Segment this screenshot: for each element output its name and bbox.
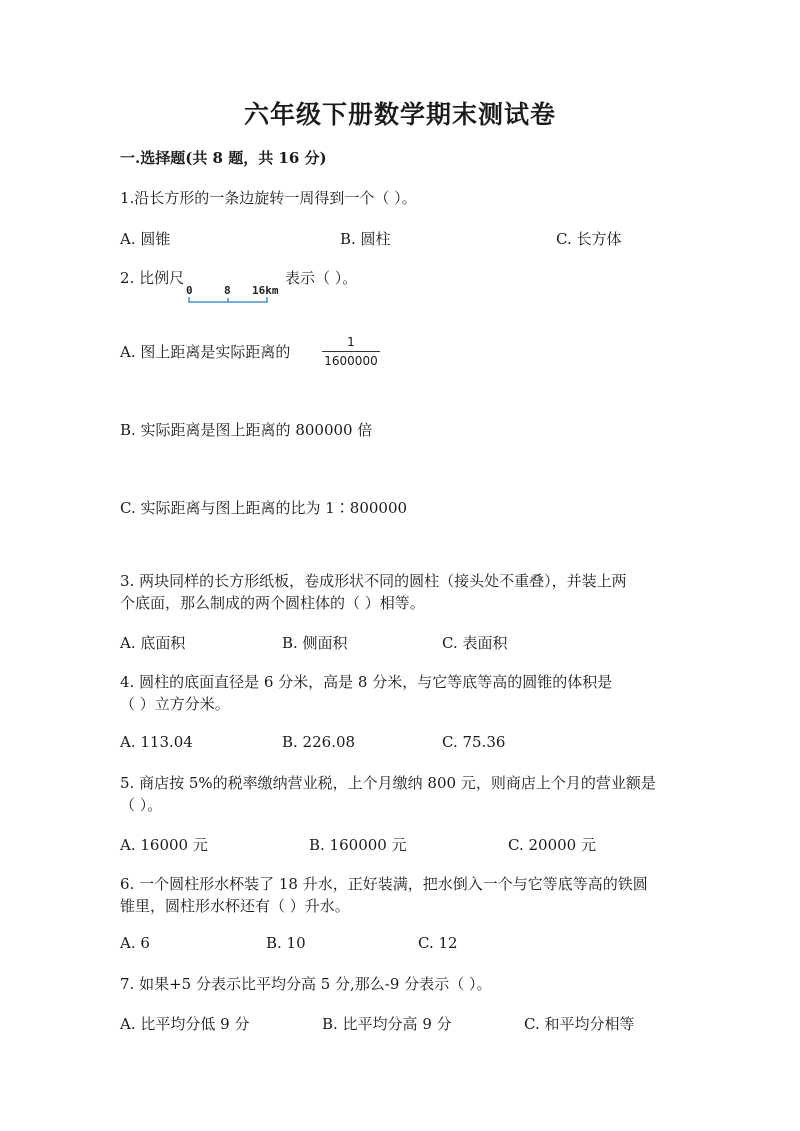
q7-option-c: C. 和平均分相等	[524, 1015, 635, 1033]
q6-option-c: C. 12	[418, 934, 458, 952]
section-heading: 一.选择题(共 8 题，共 16 分)	[120, 149, 327, 167]
question-6-line-1: 6. 一个圆柱形水杯装了 18 升水，正好装满，把水倒入一个与它等底等高的铁圆	[120, 875, 648, 893]
scale-bar-graphic	[184, 283, 284, 307]
q4-option-a: A. 113.04	[120, 733, 193, 751]
question-6-line-2: 锥里，圆柱形水杯还有（ ）升水。	[120, 897, 350, 915]
q3-option-c: C. 表面积	[442, 634, 508, 652]
page-title: 六年级下册数学期末测试卷	[243, 100, 556, 129]
question-5-line-2: （ ）。	[120, 796, 163, 814]
question-1: 1.沿长方形的一条边旋转一周得到一个（ ）。	[120, 189, 417, 207]
question-2-suffix: 表示（ ）。	[285, 269, 358, 287]
question-2-prefix: 2. 比例尺	[120, 269, 185, 287]
q2-option-c: C. 实际距离与图上距离的比为 1∶800000	[120, 499, 408, 517]
q5-option-c: C. 20000 元	[508, 836, 596, 854]
scale-bar	[184, 283, 284, 307]
q3-option-a: A. 底面积	[120, 634, 186, 652]
scale-label-8: 8	[224, 284, 231, 297]
q7-option-a: A. 比平均分低 9 分	[120, 1015, 250, 1033]
q7-option-b: B. 比平均分高 9 分	[322, 1015, 452, 1033]
q2-option-b: B. 实际距离是图上距离的 800000 倍	[120, 421, 373, 439]
q4-option-b: B. 226.08	[282, 733, 356, 751]
q2-option-a-fraction	[322, 334, 380, 368]
q6-option-b: B. 10	[266, 934, 306, 952]
fraction-denominator: 1600000	[324, 354, 378, 368]
question-3-line-2: 个底面，那么制成的两个圆柱体的（ ）相等。	[120, 594, 425, 612]
q5-option-a: A. 16000 元	[120, 836, 208, 854]
q5-option-b: B. 160000 元	[309, 836, 407, 854]
q2-option-a: A. 图上距离是实际距离的	[120, 343, 291, 361]
q1-option-c: C. 长方体	[556, 230, 622, 248]
question-3-line-1: 3. 两块同样的长方形纸板，卷成形状不同的圆柱（接头处不重叠），并装上两	[120, 572, 627, 590]
q1-option-a: A. 圆锥	[120, 230, 171, 248]
fraction-numerator: 1	[347, 335, 355, 349]
scale-label-16km: 16km	[252, 284, 279, 297]
question-7: 7. 如果+5 分表示比平均分高 5 分,那么-9 分表示（ ）。	[120, 975, 492, 993]
question-4-line-2: （ ）立方分米。	[120, 695, 230, 713]
q1-option-b: B. 圆柱	[340, 230, 391, 248]
fraction-bar	[322, 351, 380, 352]
q4-option-c: C. 75.36	[442, 733, 506, 751]
q6-option-a: A. 6	[120, 934, 150, 952]
question-4-line-1: 4. 圆柱的底面直径是 6 分米，高是 8 分米，与它等底等高的圆锥的体积是	[120, 673, 613, 691]
scale-label-0: 0	[186, 284, 193, 297]
q3-option-b: B. 侧面积	[282, 634, 348, 652]
question-5-line-1: 5. 商店按 5%的税率缴纳营业税，上个月缴纳 800 元，则商店上个月的营业额是	[120, 774, 656, 792]
